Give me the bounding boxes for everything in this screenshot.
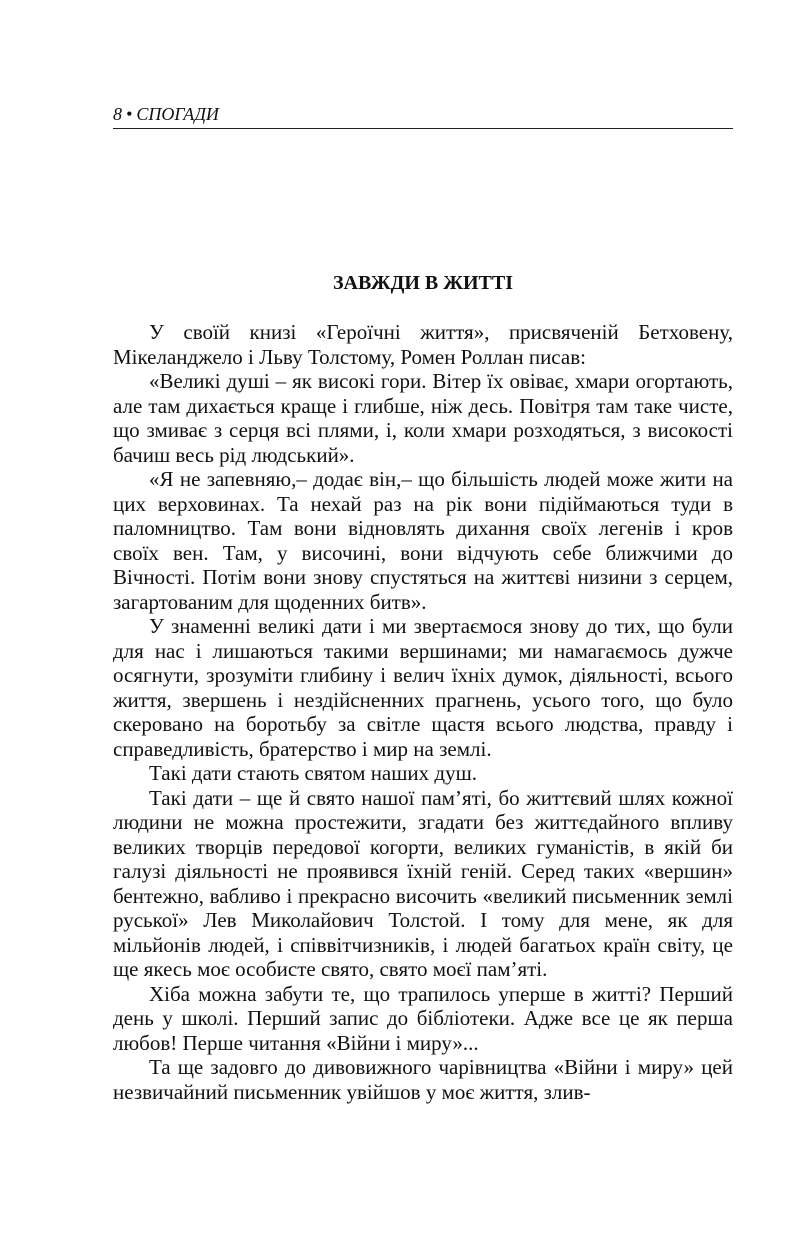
paragraph: «Я не запевняю,– додає він,– що більшість людей може жити на цих верховинах. Та нехай раз на рік вони підіймаються туди в паломництво. Там вони відновлять дихання своїх легенів і кров своїх вен. Там, у височині, вони відчують себе ближчими до Вічності. Потім вони знову спустяться на життєві низини з серцем, загартованим для щоденних битв». (113, 467, 733, 614)
chapter-title: ЗАВЖДИ В ЖИТТІ (332, 272, 514, 294)
paragraph: Такі дати стають святом наших душ. (149, 761, 478, 785)
page-number: 8 (113, 104, 122, 124)
paragraph: «Великі душі – як високі гори. Вітер їх овіває, хмари огортають, але там дихається краще і глибше, ніж десь. Повітря там таке чисте, що змиває з серця всі плями, і, коли хмари розходяться, з високості бачиш весь рід людський». (113, 369, 733, 467)
section-name: СПОГАДИ (136, 104, 219, 124)
paragraph: Хіба можна забути те, що трапилось уперше в житті? Перший день у школі. Перший запис до бібліотеки. Адже все це як перша любов! Перше читання «Війни і миру»... (113, 981, 733, 1055)
paragraph: Та ще задовго до дивовижного чарівництва «Війни і миру» цей незвичайний письменник увійшов у моє життя, злив- (113, 1055, 733, 1104)
paragraph: Такі дати – ще й свято нашої пам’яті, бо життєвий шлях кожної людини не можна простежити, згадати без життєдайного впливу великих творців передової когорти, великих гуманістів, в якій би галузі діяльності не проявився їхній геній. Серед таких «вершин» бентежно, вабливо і прекрасно височить «великий письменник землі руської» Лев Миколайович Толстой. І тому для мене, як для мільйонів людей, і співвітчизників, і людей багатьох країн світу, це ще якесь моє особисте свято, свято моєї пам’яті. (113, 785, 733, 981)
running-header (113, 102, 733, 129)
paragraph: У знаменні великі дати і ми звертаємося знову до тих, що були для нас і лишаються такими вершинами; ми намагаємось дужче осягнути, зрозуміти глибину і велич їхніх думок, діяльності, всього життя, звершень і нездійсненних прагнень, усього того, що було скеровано на боротьбу за світле щастя всього людства, правду і справедливість, братерство і мир на землі. (113, 614, 733, 761)
body-text (113, 320, 733, 1104)
paragraph: У своїй книзі «Героїчні життя», присвяченій Бетховену, Мікеланджело і Льву Толстому, Ромен Роллан писав: (113, 320, 733, 369)
header-bullet: • (126, 104, 133, 124)
